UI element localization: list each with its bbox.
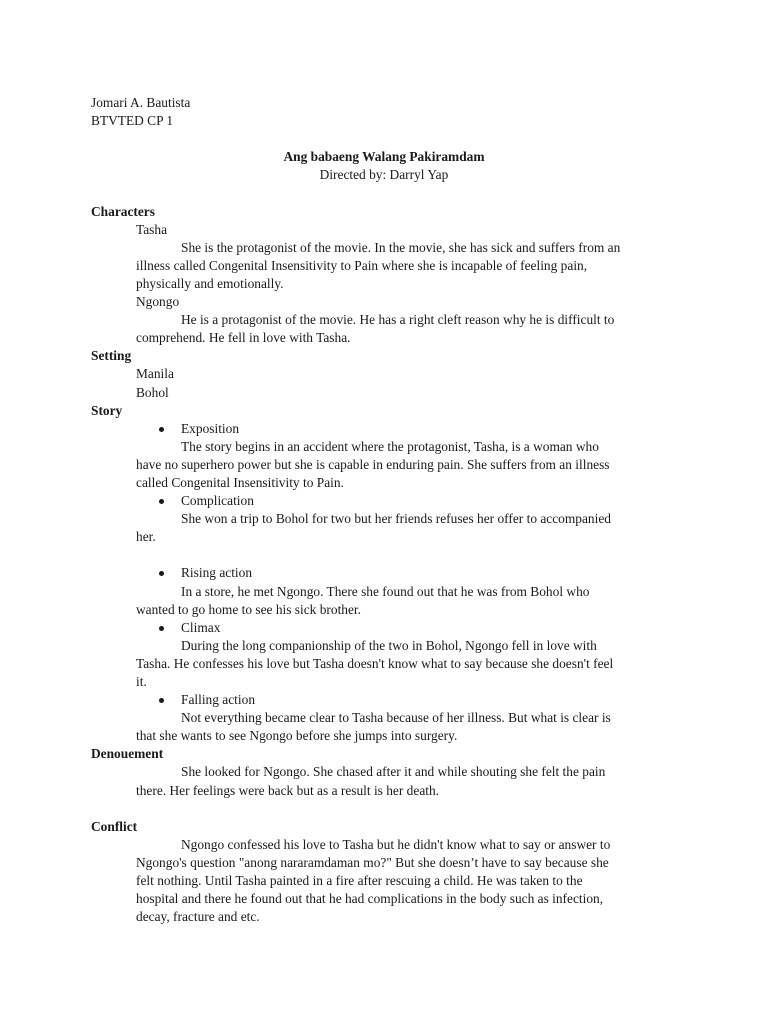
plot-stage-label: Climax bbox=[181, 619, 221, 635]
setting-heading: Setting bbox=[91, 348, 132, 364]
plot-stage-rising-action bbox=[91, 564, 677, 582]
plot-stage-label: Complication bbox=[181, 493, 254, 509]
plot-stage-falling-action bbox=[91, 691, 677, 709]
denouement-heading: Denouement bbox=[91, 746, 164, 762]
plot-stage-climax bbox=[91, 619, 677, 637]
tasha-desc-line: illness called Congenital Insensitivity to Pain where she is incapable of feeling pain, bbox=[136, 257, 588, 273]
story-heading: Story bbox=[91, 402, 123, 418]
tasha-desc-line: physically and emotionally. bbox=[136, 275, 284, 291]
setting-place: Bohol bbox=[136, 384, 169, 400]
climax-line: During the long companionship of the two in Bohol, Ngongo fell in love with bbox=[181, 637, 597, 653]
bullet-icon bbox=[159, 571, 164, 576]
conflict-line: decay, fracture and etc. bbox=[136, 909, 260, 925]
tasha-desc-line: She is the protagonist of the movie. In the movie, she has sick and suffers from an bbox=[181, 239, 621, 255]
climax-line: Tasha. He confesses his love but Tasha doesn't know what to say because she doesn't feel bbox=[136, 655, 614, 671]
plot-stage-exposition bbox=[91, 420, 677, 438]
complication-line: She won a trip to Bohol for two but her friends refuses her offer to accompanied bbox=[181, 511, 611, 527]
denouement-line: She looked for Ngongo. She chased after it and while shouting she felt the pain bbox=[181, 764, 606, 780]
ngongo-desc-line: comprehend. He fell in love with Tasha. bbox=[136, 330, 351, 346]
exposition-line: called Congenital Insensitivity to Pain. bbox=[136, 474, 344, 490]
bullet-icon bbox=[159, 698, 164, 703]
plot-stage-label: Exposition bbox=[181, 420, 240, 436]
plot-stage-complication bbox=[91, 492, 677, 510]
conflict-heading: Conflict bbox=[91, 818, 138, 834]
exposition-line: have no superhero power but she is capable in enduring pain. She suffers from an illness bbox=[136, 456, 610, 472]
conflict-line: Ngongo confessed his love to Tasha but he didn't know what to say or answer to bbox=[181, 836, 611, 852]
conflict-line: hospital and there he found out that he had complications in the body such as infection, bbox=[136, 891, 604, 907]
director-line: Directed by: Darryl Yap bbox=[319, 167, 449, 183]
falling-action-line: Not everything became clear to Tasha because of her illness. But what is clear is bbox=[181, 710, 611, 726]
exposition-line: The story begins in an accident where the protagonist, Tasha, is a woman who bbox=[181, 438, 599, 454]
complication-line: her. bbox=[136, 529, 156, 545]
author-name: Jomari A. Bautista bbox=[91, 95, 191, 110]
character-name-ngongo: Ngongo bbox=[136, 294, 180, 310]
denouement-line: there. Her feelings were back but as a result is her death. bbox=[136, 782, 440, 798]
falling-action-line: that she wants to see Ngongo before she jumps into surgery. bbox=[136, 728, 458, 744]
bullet-icon bbox=[159, 626, 164, 631]
plot-stage-label: Falling action bbox=[181, 692, 256, 708]
characters-heading: Characters bbox=[91, 203, 155, 219]
conflict-line: Ngongo's question "anong nararamdaman mo?" But she doesn’t have to say because she bbox=[136, 854, 609, 870]
bullet-icon bbox=[159, 499, 164, 504]
ngongo-desc-line: He is a protagonist of the movie. He has a right cleft reason why he is difficult to bbox=[181, 312, 615, 328]
document-body bbox=[91, 94, 677, 926]
character-name-tasha: Tasha bbox=[136, 221, 168, 237]
rising-action-line: In a store, he met Ngongo. There she found out that he was from Bohol who bbox=[181, 583, 590, 599]
bullet-icon bbox=[159, 427, 164, 432]
climax-line: it. bbox=[136, 674, 147, 689]
rising-action-line: wanted to go home to see his sick brother. bbox=[136, 601, 361, 617]
movie-title: Ang babaeng Walang Pakiramdam bbox=[283, 149, 485, 165]
conflict-line: felt nothing. Until Tasha painted in a fire after rescuing a child. He was taken to the bbox=[136, 873, 583, 889]
plot-stage-label: Rising action bbox=[181, 565, 253, 581]
setting-place: Manila bbox=[136, 366, 174, 382]
course-section: BTVTED CP 1 bbox=[91, 113, 174, 129]
